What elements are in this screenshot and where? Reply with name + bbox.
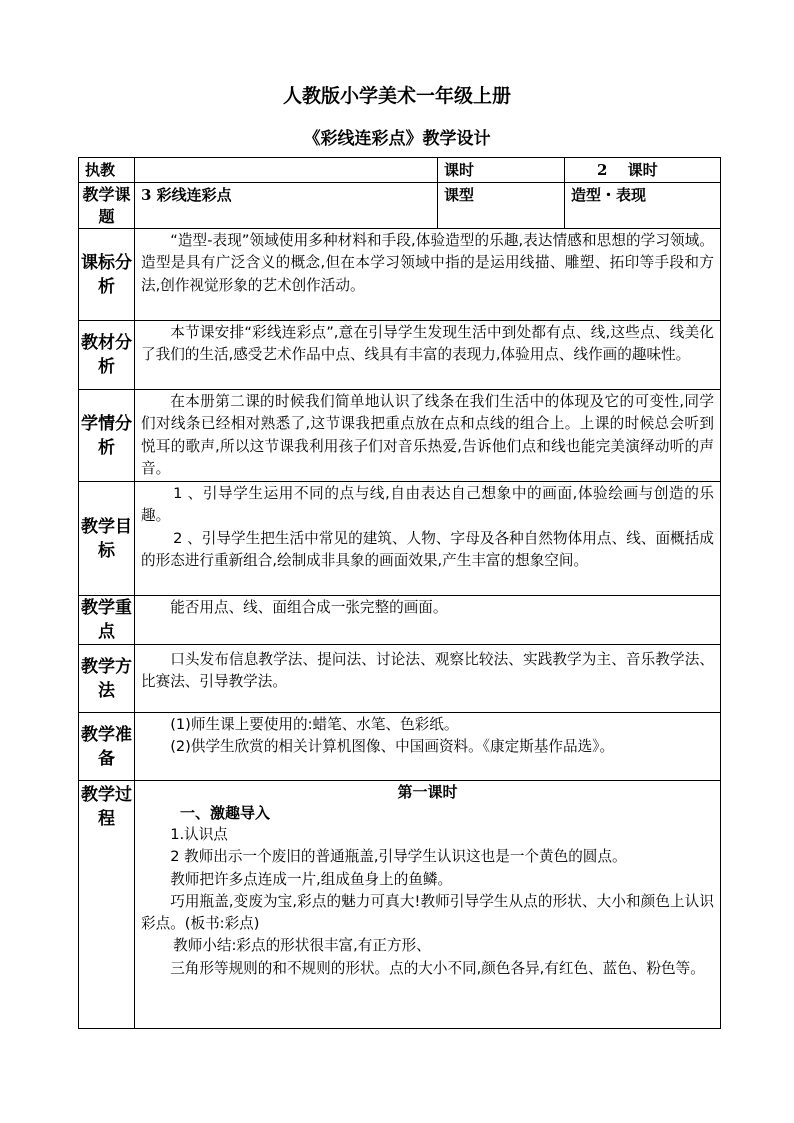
label-teaching-methods: 教学方法: [79, 645, 135, 713]
value-periods: 2 课时: [565, 158, 721, 183]
material-analysis-text: 本节课安排“彩线连彩点”,意在引导学生发现生活中到处都有点、线,这些点、线美化了我们的生活,感受艺术作品中点、线具有丰富的表现力,体验用点、线作画的趣味性。: [141, 324, 714, 364]
prep-item: (2)供学生欣赏的相关计算机图像、中国画资料。《康定斯基作品选》。: [170, 738, 615, 756]
process-paragraph: 教师把许多点连成一片,组成鱼身上的鱼鳞。: [170, 870, 453, 888]
label-periods: 课时: [438, 158, 565, 183]
row-teaching-methods: [79, 645, 721, 713]
teaching-methods-text: 口头发布信息教学法、提问法、讨论法、观察比较法、实践教学为主、音乐教学法、比赛法、引导教学法。: [141, 651, 714, 691]
value-teacher: [135, 158, 438, 183]
label-student-analysis: 学情分析: [79, 390, 135, 482]
process-paragraph: 教师小结:彩点的形状很丰富,有正方形、: [173, 937, 431, 955]
row-key-point: [79, 596, 721, 645]
student-analysis-text: 在本册第二课的时候我们简单地认识了线条在我们生活中的体现及它的可变性,同学们对线条已经相对熟悉了,这节课我把重点放在点和点线的组合上。上课的时候总会听到悦耳的歌声,所以这节课我利用孩子们对音乐热爱,告诉他们点和线也能完美演绎动听的声音。: [141, 393, 714, 477]
label-lesson-type: 课型: [438, 183, 565, 229]
teaching-goal-item: 2 、引导学生把生活中常见的建筑、人物、字母及各种自然物体用点、线、面概括成的形态进行重新组合,绘制成非具象的画面效果,产生丰富的想象空间。: [141, 529, 714, 569]
section-title: 一、激趣导入: [180, 804, 271, 822]
teaching-goal-item: 1 、引导学生运用不同的点与线,自由表达自己想象中的画面,体验绘画与创造的乐趣。: [141, 485, 714, 525]
value-topic: 3 彩线连彩点: [135, 183, 438, 229]
label-key-point: 教学重点: [79, 596, 135, 645]
row-curriculum-analysis: [79, 229, 721, 321]
label-topic: 教学课题: [79, 183, 135, 229]
label-teaching-goals: 教学目标: [79, 482, 135, 596]
row-material-analysis: [79, 321, 721, 390]
document-subtitle: 《彩线连彩点》教学设计: [303, 129, 491, 149]
label-material-analysis: 教材分析: [79, 321, 135, 390]
label-curriculum-analysis: 课标分析: [79, 229, 135, 321]
process-paragraph: 1.认识点: [170, 826, 228, 843]
header-row-topic: [79, 183, 721, 229]
process-paragraph: 三角形等规则的和不规则的形状。点的大小不同,颜色各异,有红色、蓝色、粉色等。: [170, 959, 705, 977]
prep-item: (1)师生课上要使用的:蜡笔、水笔、色彩纸。: [170, 716, 459, 733]
process-paragraph: 巧用瓶盖,变废为宝,彩点的魅力可真大!教师引导学生从点的形状、大小和颜色上认识彩点。(板书:彩点): [141, 892, 714, 933]
label-teacher: 执教: [79, 158, 135, 183]
row-student-analysis: [79, 390, 721, 482]
document-title: 人教版小学美术一年级上册: [282, 85, 511, 107]
row-teaching-prep: [79, 713, 721, 781]
process-paragraph: 2 教师出示一个废旧的普通瓶盖,引导学生认识这也是一个黄色的圆点。: [170, 848, 627, 866]
label-teaching-prep: 教学准备: [79, 713, 135, 781]
row-teaching-process: [79, 781, 721, 1029]
key-point-text: 能否用点、线、面组合成一张完整的画面。: [170, 599, 448, 616]
curriculum-analysis-text: “造型-表现”领域使用多种材料和手段,体验造型的乐趣,表达情感和思想的学习领域。造型是具有广泛含义的概念,但在本学习领域中指的是运用线描、雕塑、拓印等手段和方法,创作视觉形象的艺术创作活动。: [141, 232, 714, 294]
label-teaching-process: 教学过程: [79, 781, 135, 1029]
lesson-title: 第一课时: [397, 783, 458, 801]
lesson-plan-table: [78, 157, 721, 1029]
header-row-teacher: [79, 158, 721, 183]
value-lesson-type: 造型・表现: [565, 183, 721, 229]
row-teaching-goals: [79, 482, 721, 596]
